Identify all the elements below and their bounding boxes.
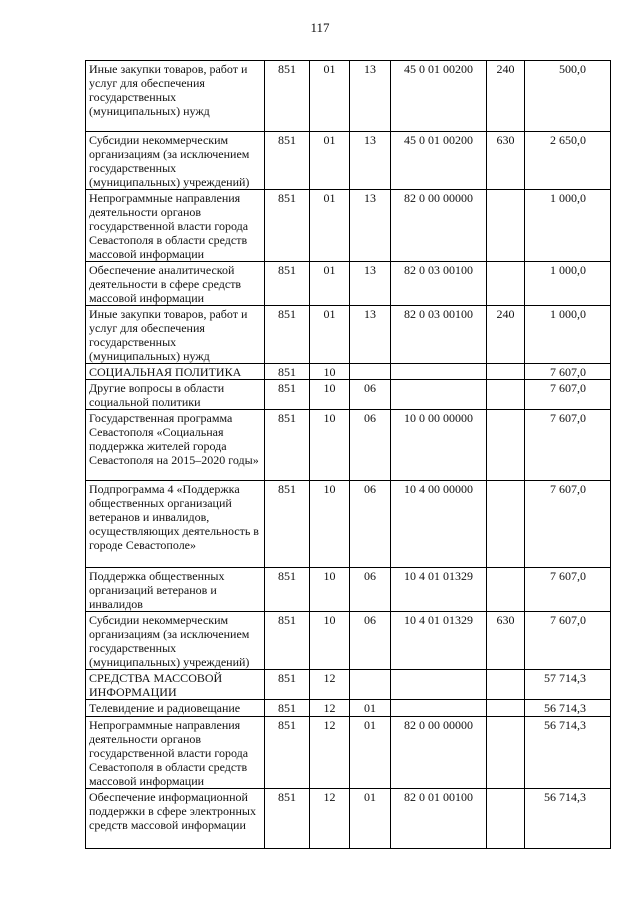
table-row — [86, 262, 611, 306]
section-code-cell: 01 — [310, 306, 350, 364]
expense-type-code-cell — [487, 670, 525, 700]
amount-cell: 56 714,3 — [525, 700, 611, 717]
amount-cell: 2 650,0 — [525, 132, 611, 190]
item-name-cell: Обеспечение аналитической деятельности в сфере средств массовой информации — [86, 262, 265, 306]
item-name-cell: Обеспечение информационной поддержки в сфере электронных средств массовой информации — [86, 789, 265, 849]
item-name-cell: Непрограммные направления деятельности органов государственной власти города Севастополя в области средств массовой информации — [86, 717, 265, 789]
expense-type-code-cell — [487, 410, 525, 481]
amount-cell: 7 607,0 — [525, 481, 611, 568]
expense-type-code-cell — [487, 364, 525, 380]
amount-cell: 1 000,0 — [525, 190, 611, 262]
subsection-code-cell: 13 — [350, 306, 391, 364]
ministry-code-cell: 851 — [265, 61, 310, 132]
target-item-code-cell: 10 4 01 01329 — [391, 612, 487, 670]
ministry-code-cell: 851 — [265, 364, 310, 380]
table-row — [86, 410, 611, 481]
table-row — [86, 670, 611, 700]
subsection-code-cell: 06 — [350, 568, 391, 612]
item-name-cell: Телевидение и радиовещание — [86, 700, 265, 717]
ministry-code-cell: 851 — [265, 481, 310, 568]
subsection-code-cell: 13 — [350, 132, 391, 190]
budget-table-body — [86, 61, 611, 849]
amount-cell: 1 000,0 — [525, 306, 611, 364]
target-item-code-cell — [391, 364, 487, 380]
expense-type-code-cell — [487, 717, 525, 789]
section-code-cell: 10 — [310, 612, 350, 670]
amount-cell: 57 714,3 — [525, 670, 611, 700]
expense-type-code-cell — [487, 262, 525, 306]
amount-cell: 56 714,3 — [525, 717, 611, 789]
target-item-code-cell: 82 0 03 00100 — [391, 262, 487, 306]
table-row — [86, 132, 611, 190]
subsection-code-cell — [350, 670, 391, 700]
ministry-code-cell: 851 — [265, 717, 310, 789]
table-row — [86, 380, 611, 410]
expense-type-code-cell — [487, 481, 525, 568]
target-item-code-cell: 82 0 00 00000 — [391, 190, 487, 262]
item-name-cell: Субсидии некоммерческим организациям (за исключением государственных (муниципальных) учреждений) — [86, 132, 265, 190]
item-name-cell: Субсидии некоммерческим организациям (за исключением государственных (муниципальных) учреждений) — [86, 612, 265, 670]
expense-type-code-cell — [487, 190, 525, 262]
page-number: 117 — [310, 20, 330, 35]
section-code-cell: 01 — [310, 132, 350, 190]
subsection-code-cell: 13 — [350, 190, 391, 262]
budget-table — [85, 60, 611, 849]
item-name-cell: Поддержка общественных организаций ветеранов и инвалидов — [86, 568, 265, 612]
section-code-cell: 12 — [310, 670, 350, 700]
subsection-code-cell: 06 — [350, 481, 391, 568]
expense-type-code-cell — [487, 789, 525, 849]
section-code-cell: 10 — [310, 481, 350, 568]
target-item-code-cell: 82 0 03 00100 — [391, 306, 487, 364]
ministry-code-cell: 851 — [265, 190, 310, 262]
table-row — [86, 789, 611, 849]
target-item-code-cell: 10 4 01 01329 — [391, 568, 487, 612]
expense-type-code-cell: 630 — [487, 132, 525, 190]
ministry-code-cell: 851 — [265, 670, 310, 700]
table-row — [86, 717, 611, 789]
ministry-code-cell: 851 — [265, 306, 310, 364]
table-row — [86, 568, 611, 612]
ministry-code-cell: 851 — [265, 262, 310, 306]
amount-cell: 500,0 — [525, 61, 611, 132]
target-item-code-cell: 45 0 01 00200 — [391, 132, 487, 190]
target-item-code-cell: 82 0 01 00100 — [391, 789, 487, 849]
target-item-code-cell: 10 0 00 00000 — [391, 410, 487, 481]
expense-type-code-cell: 630 — [487, 612, 525, 670]
table-row — [86, 481, 611, 568]
ministry-code-cell: 851 — [265, 612, 310, 670]
subsection-code-cell: 01 — [350, 717, 391, 789]
section-code-cell: 01 — [310, 61, 350, 132]
item-name-cell: Подпрограмма 4 «Поддержка общественных организаций ветеранов и инвалидов, осуществляющих деятельность в городе Севастополе» — [86, 481, 265, 568]
ministry-code-cell: 851 — [265, 789, 310, 849]
table-row — [86, 364, 611, 380]
amount-cell: 56 714,3 — [525, 789, 611, 849]
target-item-code-cell — [391, 380, 487, 410]
subsection-code-cell: 06 — [350, 410, 391, 481]
section-code-cell: 01 — [310, 262, 350, 306]
amount-cell: 7 607,0 — [525, 380, 611, 410]
expense-type-code-cell — [487, 700, 525, 717]
item-name-cell: Государственная программа Севастополя «Социальная поддержка жителей города Севастополя на 2015–2020 годы» — [86, 410, 265, 481]
subsection-code-cell: 06 — [350, 380, 391, 410]
amount-cell: 7 607,0 — [525, 612, 611, 670]
item-name-cell: Иные закупки товаров, работ и услуг для обеспечения государственных (муниципальных) нужд — [86, 61, 265, 132]
table-row — [86, 190, 611, 262]
budget-table-container — [85, 60, 610, 849]
ministry-code-cell: 851 — [265, 380, 310, 410]
target-item-code-cell: 82 0 00 00000 — [391, 717, 487, 789]
item-name-cell: СРЕДСТВА МАССОВОЙ ИНФОРМАЦИИ — [86, 670, 265, 700]
subsection-code-cell — [350, 364, 391, 380]
ministry-code-cell: 851 — [265, 410, 310, 481]
subsection-code-cell: 13 — [350, 61, 391, 132]
amount-cell: 7 607,0 — [525, 364, 611, 380]
subsection-code-cell: 01 — [350, 700, 391, 717]
section-code-cell: 10 — [310, 364, 350, 380]
ministry-code-cell: 851 — [265, 132, 310, 190]
expense-type-code-cell — [487, 380, 525, 410]
item-name-cell: Другие вопросы в области социальной политики — [86, 380, 265, 410]
section-code-cell: 12 — [310, 700, 350, 717]
item-name-cell: СОЦИАЛЬНАЯ ПОЛИТИКА — [86, 364, 265, 380]
ministry-code-cell: 851 — [265, 568, 310, 612]
subsection-code-cell: 06 — [350, 612, 391, 670]
table-row — [86, 61, 611, 132]
amount-cell: 1 000,0 — [525, 262, 611, 306]
item-name-cell: Иные закупки товаров, работ и услуг для обеспечения государственных (муниципальных) нужд — [86, 306, 265, 364]
section-code-cell: 10 — [310, 410, 350, 481]
target-item-code-cell: 10 4 00 00000 — [391, 481, 487, 568]
expense-type-code-cell — [487, 568, 525, 612]
section-code-cell: 10 — [310, 568, 350, 612]
table-row — [86, 700, 611, 717]
section-code-cell: 12 — [310, 789, 350, 849]
target-item-code-cell: 45 0 01 00200 — [391, 61, 487, 132]
item-name-cell: Непрограммные направления деятельности органов государственной власти города Севастополя в области средств массовой информации — [86, 190, 265, 262]
section-code-cell: 10 — [310, 380, 350, 410]
subsection-code-cell: 01 — [350, 789, 391, 849]
ministry-code-cell: 851 — [265, 700, 310, 717]
subsection-code-cell: 13 — [350, 262, 391, 306]
table-row — [86, 306, 611, 364]
amount-cell: 7 607,0 — [525, 568, 611, 612]
amount-cell: 7 607,0 — [525, 410, 611, 481]
section-code-cell: 12 — [310, 717, 350, 789]
section-code-cell: 01 — [310, 190, 350, 262]
target-item-code-cell — [391, 700, 487, 717]
target-item-code-cell — [391, 670, 487, 700]
expense-type-code-cell: 240 — [487, 61, 525, 132]
expense-type-code-cell: 240 — [487, 306, 525, 364]
table-row — [86, 612, 611, 670]
